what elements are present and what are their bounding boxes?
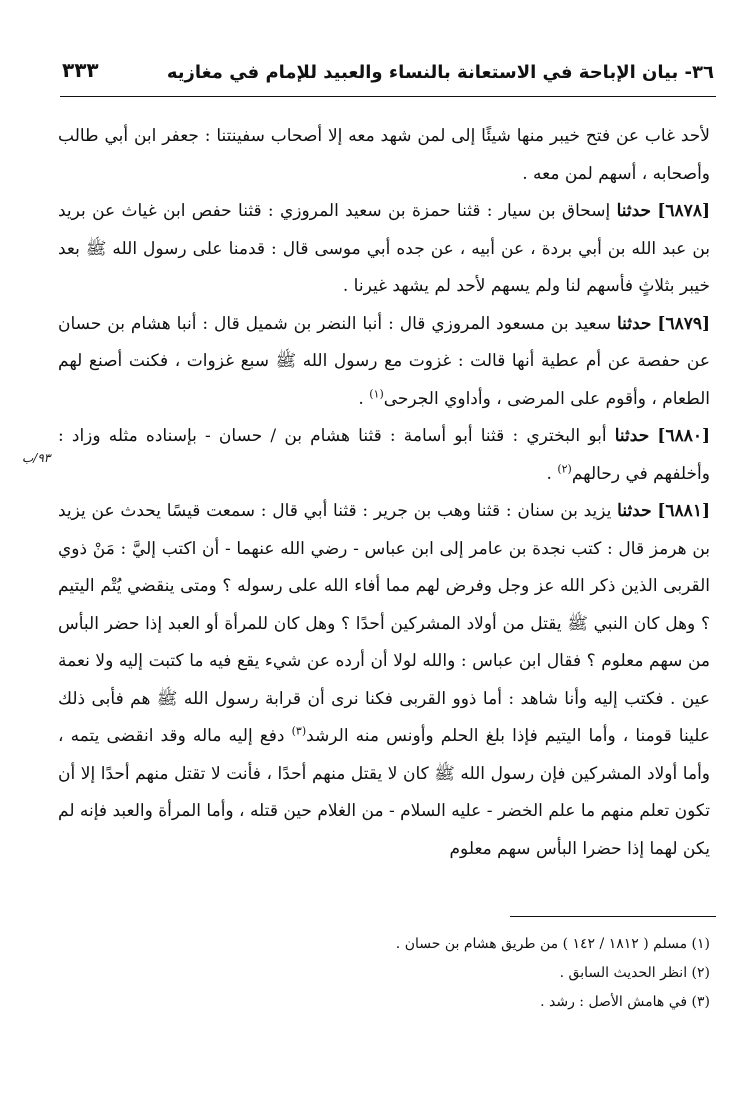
haddathana-word: حدثنا xyxy=(616,313,652,334)
footnote-ref[interactable]: (١) xyxy=(369,386,384,400)
hadith-number: [٦٨٨٠] xyxy=(657,426,711,446)
hadith-text: إسحاق بن سيار : قثنا حمزة بن سعيد المروزي : قثنا حفص ابن غياث عن بريد بن عبد الله بن أبي بردة ، عن أبيه ، عن جده أبي موسى قال : قدمنا على رسول الله ﷺ بعد خيبر بثلاثٍ فأسهم لنا ولم يسهم لأحد لم يشهد غيرنا . xyxy=(58,201,710,296)
hadith-number: [٦٨٨١] xyxy=(657,501,710,521)
hadith-tail: . xyxy=(358,388,370,409)
hadith-tail: دفع إليه ماله وقد انقضى يتمه ، وأما أولاد المشركين فإن رسول الله ﷺ كان لا يقتل منهم أحدًا ، فأنت لا تقتل منهم أحدًا إلا أن تكون تعلم منهم ما علم الخضر - عليه السلام - من الغلام حين قتله ، وأما المرأة والعبد فإنه لم يكن لهما إذا حضرا البأس سهم معلوم xyxy=(58,726,710,859)
hadith-number: [٦٨٧٨] xyxy=(657,201,710,221)
haddathana-word: حدثنا xyxy=(616,201,652,221)
footnote-ref[interactable]: (٢) xyxy=(557,461,572,475)
paragraph-continuation xyxy=(58,118,710,193)
hadith-text: يزيد بن سنان : قثنا وهب بن جرير : قثنا أبي قال : سمعت قيسًا يحدث عن يزيد بن هرمز قال : كتب نجدة بن عامر إلى ابن عباس - رضي الله عنهما - أن اكتب إليَّ : مَنْ ذوي القربى الذين ذكر الله عز وجل وفرض لهم مما أفاء الله على رسوله ؟ ومتى ينقضي يُتْم اليتيم ؟ وهل كان النبي ﷺ يقتل من أولاد المشركين أحدًا ؟ وهل كان للمرأة أو العبد إذا حضر البأس من سهم معلوم ؟ فقال ابن عباس : والله لولا أن أرده عن شيء يقع فيه ما كتبت إليه ولا نعمة عين . فكتب إليه وأنا شاهد : أما ذوو القربى فكنا نرى أن قرابة رسول الله ﷺ هم فأبى ذلك علينا قومنا ، وأما اليتيم فإذا بلغ الحلم وأونس منه الرشد xyxy=(58,501,710,746)
page-header xyxy=(62,58,714,92)
haddathana-word: حدثنا xyxy=(617,501,652,521)
hadith-tail: . xyxy=(546,463,558,484)
hadith-6880 xyxy=(58,418,710,493)
main-text xyxy=(58,118,710,868)
header-divider xyxy=(60,96,716,97)
hadith-6878 xyxy=(58,193,710,306)
haddathana-word: حدثنا xyxy=(614,426,650,446)
chapter-title: ٣٦- بيان الإباحة في الاستعانة بالنساء والعبيد للإمام في مغازيه xyxy=(166,62,714,83)
hadith-6881 xyxy=(58,493,710,868)
hadith-text: أبو البختري : قثنا أبو أسامة : قثنا هشام بن / حسان - بإسناده مثله وزاد : وأخلفهم في رحالهم xyxy=(58,426,710,484)
footnote-divider xyxy=(510,916,716,917)
footnote-3: (٣) في هامش الأصل : رشد . xyxy=(540,994,710,1010)
page-number: ٣٣٣ xyxy=(62,58,99,82)
footnotes xyxy=(300,930,710,1017)
hadith-6879 xyxy=(58,306,710,419)
hadith-text: سعيد بن مسعود المروزي قال : أنبا النضر بن شميل قال : أنبا هشام بن حسان عن حفصة عن أم عطية أنها قالت : غزوت مع رسول الله ﷺ سبع غزوات ، فكنت أصنع لهم الطعام ، وأقوم على المرضى ، وأداوي الجرحى xyxy=(58,313,710,409)
footnote-2: (٢) انظر الحديث السابق . xyxy=(559,965,710,981)
paragraph-text: لأحد غاب عن فتح خيبر منها شيئًا إلى لمن شهد معه إلا أصحاب سفينتنا : جعفر ابن أبي طالب وأصحابه ، أسهم لمن معه . xyxy=(58,126,710,184)
footnote-1: (١) مسلم ( ١٨١٢ / ١٤٢ ) من طريق هشام بن حسان . xyxy=(395,936,710,952)
hadith-number: [٦٨٧٩] xyxy=(657,313,711,334)
footnote-ref[interactable]: (٣) xyxy=(291,724,307,738)
manuscript-folio-note: ٩٣/ب xyxy=(22,451,51,465)
